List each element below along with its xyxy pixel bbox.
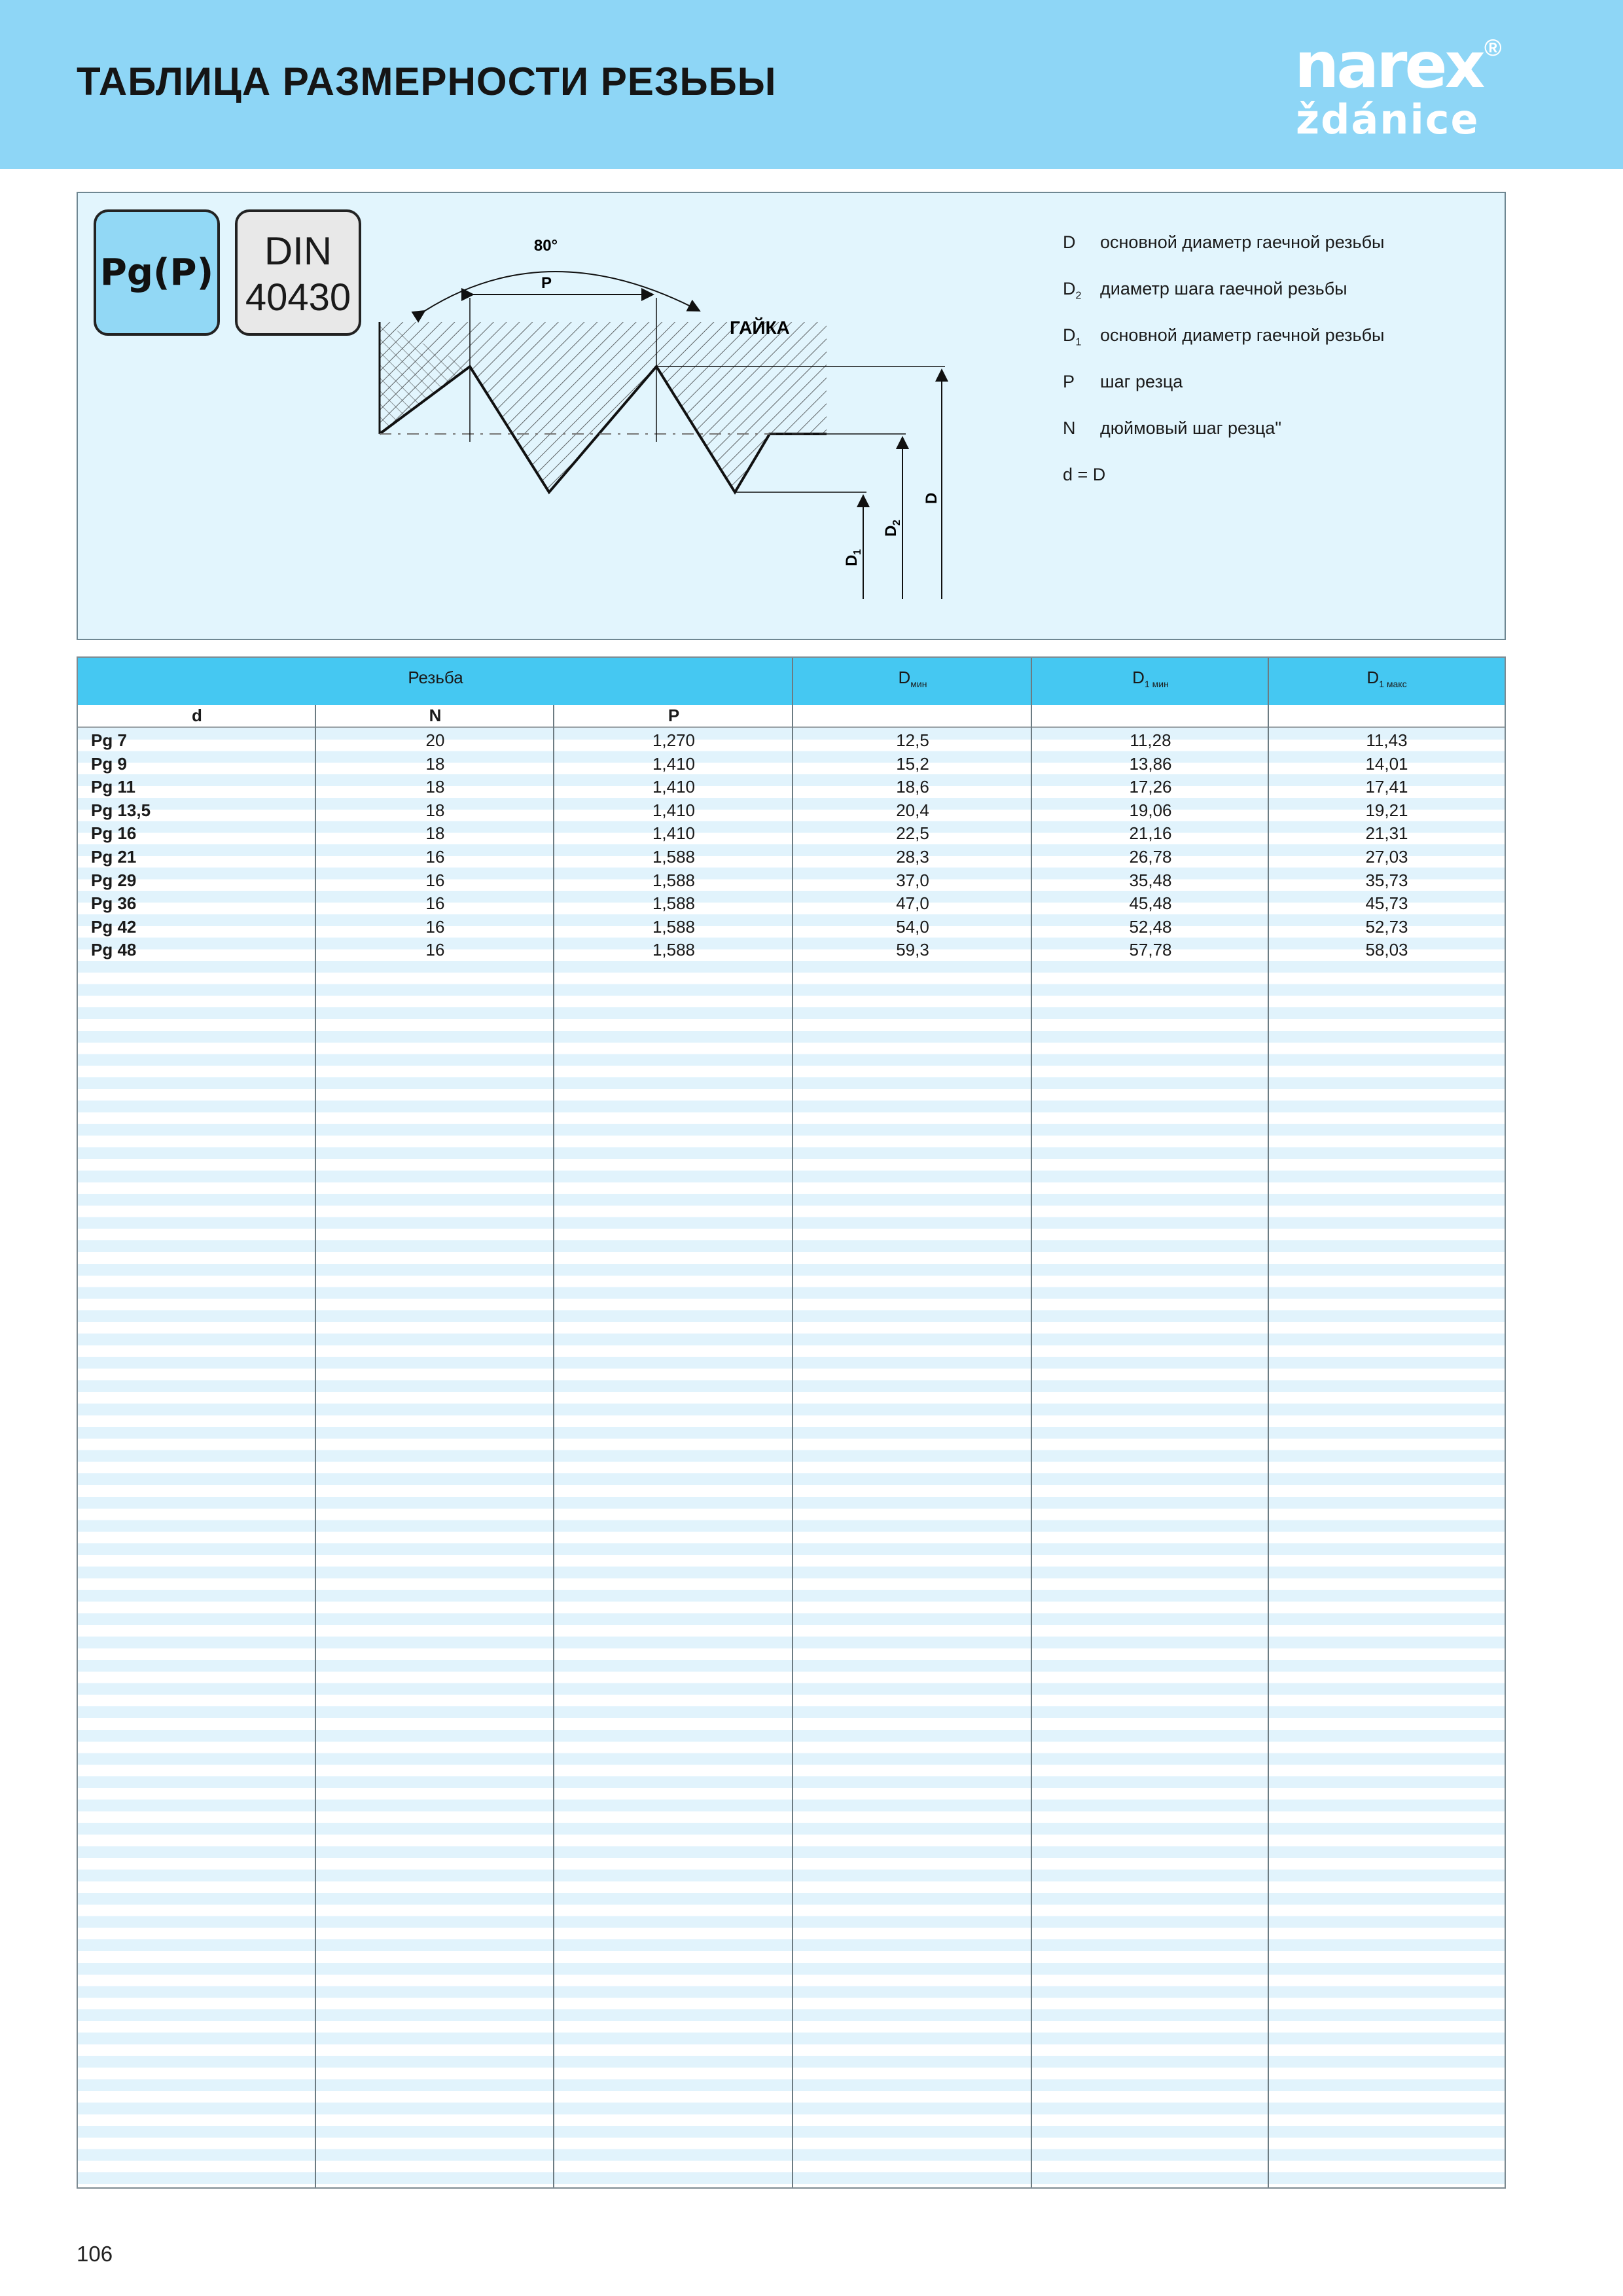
cell-p: 1,410 [652, 823, 696, 844]
subheader-n: N [429, 706, 442, 725]
header-d-min: $D_{мин}$ [898, 668, 927, 690]
table-row [78, 776, 1505, 799]
cell-dmin: 20,4 [896, 800, 929, 820]
cell-d1max: 14,01 [1365, 753, 1408, 774]
narex-logo [1288, 29, 1510, 145]
header-d1-min: $D_{1 мин}$ [1132, 668, 1169, 690]
cell-n: 18 [425, 823, 445, 844]
cell-d1max: 58,03 [1365, 940, 1408, 960]
legend-symbol: $D_1$ [1063, 325, 1082, 348]
legend-item [1063, 465, 1482, 511]
cell-dmin: 54,0 [896, 916, 929, 937]
cell-n: 16 [425, 846, 445, 867]
legend-symbol: P [1063, 372, 1075, 391]
cell-d1min: 13,86 [1129, 753, 1172, 774]
cell-d: Pg 11 [91, 777, 135, 797]
legend-item [1063, 279, 1482, 325]
cell-d: Pg 13,5 [91, 800, 151, 820]
legend-description: шаг резца [1100, 372, 1183, 391]
header-thread-group: Резьба [408, 668, 463, 687]
cell-p: 1,410 [652, 800, 696, 820]
cell-d: Pg 29 [91, 870, 137, 890]
table-row [78, 822, 1505, 846]
cell-d1min: 35,48 [1129, 870, 1172, 890]
cell-p: 1,588 [652, 940, 696, 960]
cell-p: 1,588 [652, 893, 696, 914]
table-header [78, 658, 1505, 705]
legend-description: основной диаметр гаечной резьбы [1100, 232, 1385, 252]
cell-d1max: 35,73 [1365, 870, 1408, 890]
nut-hatched-body [380, 322, 827, 492]
registered-mark-icon: ® [1484, 34, 1502, 61]
cell-d: Pg 7 [91, 730, 127, 750]
legend-symbol: $D_2$ [1063, 279, 1082, 302]
logo-wordmark-top: narex [1294, 29, 1483, 102]
table-row [78, 939, 1505, 962]
cell-dmin: 59,3 [896, 940, 929, 960]
dim-label-D1-sub: 1 [852, 549, 863, 555]
cell-dmin: 28,3 [896, 846, 929, 867]
legend-item [1063, 325, 1482, 372]
legend-item [1063, 232, 1482, 279]
dim-label-D1: D [843, 554, 861, 566]
cell-n: 20 [425, 730, 445, 750]
symbol-legend [1063, 232, 1482, 511]
legend-item [1063, 372, 1482, 418]
legend-item [1063, 418, 1482, 465]
cell-d1min: 26,78 [1129, 846, 1172, 867]
cell-d: Pg 42 [91, 916, 137, 937]
table-row [78, 916, 1505, 939]
dim-label-D2: D [882, 525, 900, 537]
table-row [78, 799, 1505, 823]
subheader-d: d [192, 706, 202, 725]
cell-p: 1,588 [652, 916, 696, 937]
cell-d: Pg 36 [91, 893, 137, 914]
pitch-label: P [541, 274, 552, 292]
cell-d1min: 52,48 [1129, 916, 1172, 937]
angle-arc [425, 272, 700, 311]
cell-d1min: 19,06 [1129, 800, 1172, 820]
cell-d1min: 11,28 [1130, 730, 1171, 750]
table-row [78, 729, 1505, 753]
nut-label: ГАЙКА [730, 317, 790, 338]
thread-profile-diagram [78, 193, 1060, 641]
cell-d: Pg 9 [91, 753, 127, 774]
cell-d1max: 19,21 [1365, 800, 1408, 820]
header-d1-max: $D_{1 макс}$ [1366, 668, 1407, 690]
legend-symbol: d = D [1063, 465, 1106, 484]
cell-d1max: 45,73 [1365, 893, 1408, 914]
cell-d1max: 17,41 [1365, 777, 1408, 797]
cell-dmin: 18,6 [896, 777, 929, 797]
cell-d: Pg 48 [91, 940, 137, 960]
logo-wordmark-bottom: ždánice [1296, 96, 1480, 143]
standard-line1: DIN [264, 229, 332, 273]
page-title: ТАБЛИЦА РАЗМЕРНОСТИ РЕЗЬБЫ [77, 60, 777, 103]
dim-label-D: D [923, 492, 940, 504]
legend-description: дюймовый шаг резца" [1100, 418, 1281, 438]
cell-p: 1,588 [652, 870, 696, 890]
cell-d1min: 57,78 [1129, 940, 1172, 960]
thread-dimension-table [77, 656, 1506, 2189]
cell-d1max: 21,31 [1365, 823, 1408, 844]
table-subheader [78, 705, 1505, 728]
cell-d1min: 45,48 [1129, 893, 1172, 914]
cell-dmin: 12,5 [896, 730, 929, 750]
thread-info-panel [77, 192, 1506, 640]
standard-line2: 40430 [245, 276, 351, 319]
cell-dmin: 47,0 [896, 893, 929, 914]
cell-n: 16 [425, 893, 445, 914]
page-number: 106 [77, 2242, 113, 2266]
cell-dmin: 37,0 [896, 870, 929, 890]
legend-symbol: D [1063, 232, 1076, 252]
cell-n: 18 [425, 777, 445, 797]
cell-d: Pg 21 [91, 846, 137, 867]
cell-n: 16 [425, 870, 445, 890]
cell-d: Pg 16 [91, 823, 137, 844]
legend-symbol: N [1063, 418, 1076, 438]
cell-d1max: 52,73 [1365, 916, 1408, 937]
cell-p: 1,588 [652, 846, 696, 867]
cell-p: 1,410 [652, 777, 696, 797]
angle-label: 80° [533, 237, 558, 255]
cell-dmin: 15,2 [896, 753, 929, 774]
legend-description: диаметр шага гаечной резьбы [1100, 279, 1347, 298]
table-row [78, 753, 1505, 776]
legend-description: основной диаметр гаечной резьбы [1100, 325, 1385, 345]
cell-d1max: 11,43 [1366, 730, 1408, 750]
cell-p: 1,410 [652, 753, 696, 774]
page-header [0, 0, 1623, 169]
cell-n: 18 [425, 753, 445, 774]
table-row [78, 846, 1505, 869]
cell-dmin: 22,5 [896, 823, 929, 844]
cell-n: 18 [425, 800, 445, 820]
cell-n: 16 [425, 940, 445, 960]
subheader-p: P [668, 706, 680, 725]
thread-type-label: Pg(P) [99, 251, 214, 294]
dim-label-D2-sub: 2 [891, 520, 902, 526]
table-row [78, 869, 1505, 893]
table-row [78, 892, 1505, 916]
cell-d1min: 17,26 [1129, 777, 1172, 797]
cell-n: 16 [425, 916, 445, 937]
table-body [78, 729, 1505, 962]
cell-d1max: 27,03 [1365, 846, 1408, 867]
cell-d1min: 21,16 [1129, 823, 1172, 844]
cell-p: 1,270 [652, 730, 696, 750]
